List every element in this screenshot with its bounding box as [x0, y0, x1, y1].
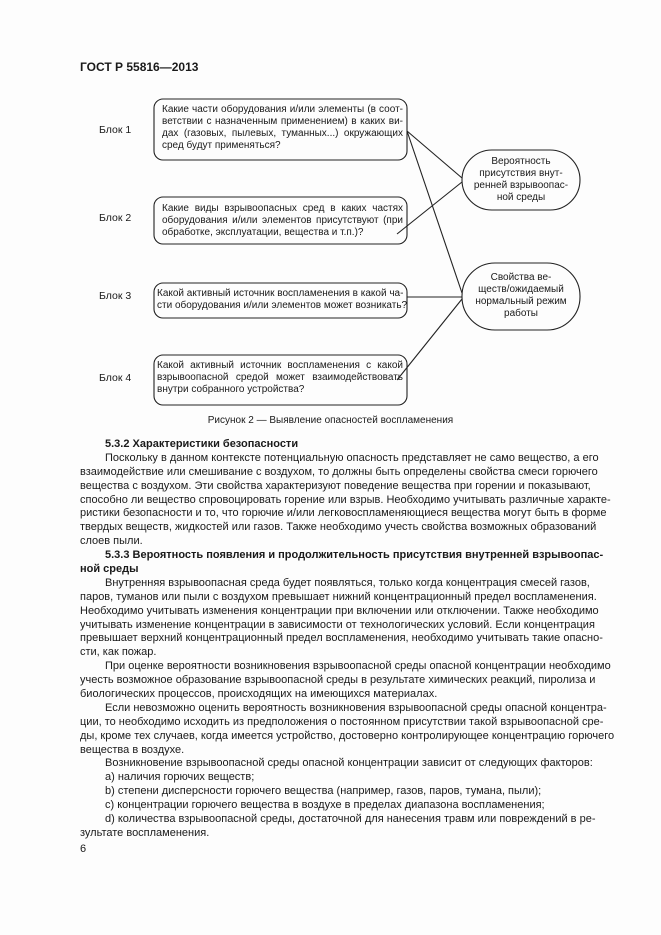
text-line: d) количества взрывоопасной среды, достаточной для нанесения травм или повреждений в ре-	[105, 813, 596, 826]
text-line: паров, туманов или пыли с воздухом превышает нижний концентрационный предел воспламенения.	[80, 590, 597, 603]
text-line: учесть возможное образование взрывоопасной среды в результате химических реакций, пиролиза и	[80, 674, 596, 687]
text-line: превышает верхний концентрационный предел воспламенения, необходимо учитывать такие опасно-	[80, 632, 603, 645]
text-line: 5.3.2 Характеристики безопасности	[105, 438, 299, 450]
body-text	[80, 438, 615, 841]
connector-1-2	[407, 131, 462, 293]
text-line: сти оборудования и/или элементов может возникать?	[157, 300, 408, 311]
paragraph	[80, 660, 611, 702]
document-header: ГОСТ Р 55816—2013	[80, 60, 199, 74]
text-line: При оценке вероятности возникновения взрывоопасной среды опасной концентрации необходимо	[105, 660, 611, 673]
text-line: способно ли вещество спровоцировать горение или взрыв. Необходимо учитывать различные характе-	[80, 493, 611, 506]
block-2-text	[162, 203, 403, 239]
page-number: 6	[80, 843, 87, 855]
text-line: ветствии с назначенным применением) в каких ви-	[162, 116, 403, 127]
paragraph	[80, 785, 585, 799]
text-line: b) степени дисперсности горючего вещества (например, газов, паров, тумана, пыли);	[105, 785, 542, 798]
text-line: Поскольку в данном контексте потенциальную опасность представляет не само вещество, а его	[105, 451, 599, 464]
text-line: c) концентрации горючего вещества в воздухе в пределах диапазона воспламенения;	[105, 799, 545, 812]
text-line: Внутренняя взрывоопасная среда будет появляться, только когда концентрация смесей газов,	[105, 576, 590, 589]
block-2-label: Блок 2	[99, 212, 132, 224]
text-line: оборудования и/или элементов присутствуют (при	[162, 215, 403, 226]
text-line: внутри собранного устройства?	[157, 384, 305, 395]
text-line: сти, как пожар.	[80, 646, 157, 659]
text-line: ды, кроме тех случаев, когда имеется устройство, достоверно контролирующее концентрацию горючего	[80, 729, 615, 742]
text-line: вещества с воздухом. Эти свойства характеризуют поведение вещества при горении и показывают,	[80, 479, 591, 492]
text-line: ции, то необходимо исходить из предположения о постоянном присутствии такой взрывоопасной сре-	[80, 715, 604, 728]
text-line: Вероятность	[491, 156, 551, 167]
paragraph	[80, 451, 611, 549]
text-line: дах (газовых, пылевых, туманных...) окружающих	[162, 128, 403, 139]
figure-caption: Рисунок 2 — Выявление опасностей воспламенения	[207, 415, 454, 426]
paragraph	[80, 757, 593, 771]
text-line: твердых веществ, жидкостей или газов. Также необходимо учесть свойства возможных образований	[80, 521, 597, 534]
outcome-1-text	[462, 156, 580, 204]
paragraph	[80, 771, 585, 785]
text-line: обработке, эксплуатации, вещества и т.п.)?	[162, 227, 364, 238]
text-line: Если невозможно оценить вероятность возникновения взрывоопасной среды опасной концентра-	[105, 701, 607, 714]
text-line: присутствия внут-	[479, 168, 563, 179]
text-line: Необходимо учитывать изменения концентрации при включении или отключении. Также необходимо	[80, 604, 599, 617]
section-heading	[80, 438, 585, 452]
text-line: сред будут применяться?	[162, 140, 281, 151]
text-line: Какие части оборудования и/или элементы (в соот-	[162, 104, 403, 115]
text-line: ренней взрывоопас-	[473, 180, 569, 191]
block-4-text	[157, 360, 403, 396]
text-line: а) наличия горючих веществ;	[105, 771, 255, 784]
paragraph	[80, 813, 596, 841]
text-line: взрывоопасной средой может взаимодействовать	[157, 372, 403, 383]
text-line: учитывать изменение концентрации в зависимости от технологических условий. Если концентрация	[80, 618, 595, 631]
text-line: Свойства ве-	[490, 272, 552, 283]
paragraph	[80, 799, 585, 813]
text-line: зультате воспламенения.	[80, 826, 210, 839]
text-line: Какие виды взрывоопасных сред в каких частях	[162, 203, 403, 214]
paragraph	[80, 701, 615, 758]
outcome-2-text	[462, 272, 580, 320]
text-line: 5.3.3 Вероятность появления и продолжительность присутствия внутренней взрывоопас-	[105, 549, 604, 562]
block-1-text	[162, 104, 403, 152]
block-4-label: Блок 4	[99, 372, 132, 384]
text-line: Какой активный источник воспламенения в какой ча-	[157, 288, 404, 299]
block-3-text	[157, 288, 408, 312]
block-3-label: Блок 3	[99, 290, 132, 302]
text-line: вещества в воздухе.	[80, 743, 185, 756]
section-heading	[80, 549, 604, 577]
text-line: ной среды	[80, 563, 139, 576]
text-line: Какой активный источник воспламенения с какой	[157, 360, 403, 371]
text-line: биологических процессов, происходящих на имеющихся материалах.	[80, 688, 438, 701]
text-line: слоев пыли.	[80, 535, 143, 548]
text-line: ной среды	[496, 192, 546, 203]
text-line: ристики безопасности и то, что горючие и/или легковоспламеняющиеся вещества могут быть в форме	[80, 507, 607, 520]
text-line: нормальный режим	[475, 296, 567, 307]
text-line: взаимодействие или смешивание с воздухом, то должны быть определены свойства смеси горючего	[80, 465, 598, 478]
paragraph	[80, 576, 603, 660]
block-1-label: Блок 1	[99, 124, 132, 136]
text-line: работы	[504, 308, 538, 319]
text-line: ществ/ожидаемый	[478, 284, 564, 295]
text-line: Возникновение взрывоопасной среды опасной концентрации зависит от следующих факторов:	[105, 757, 593, 770]
